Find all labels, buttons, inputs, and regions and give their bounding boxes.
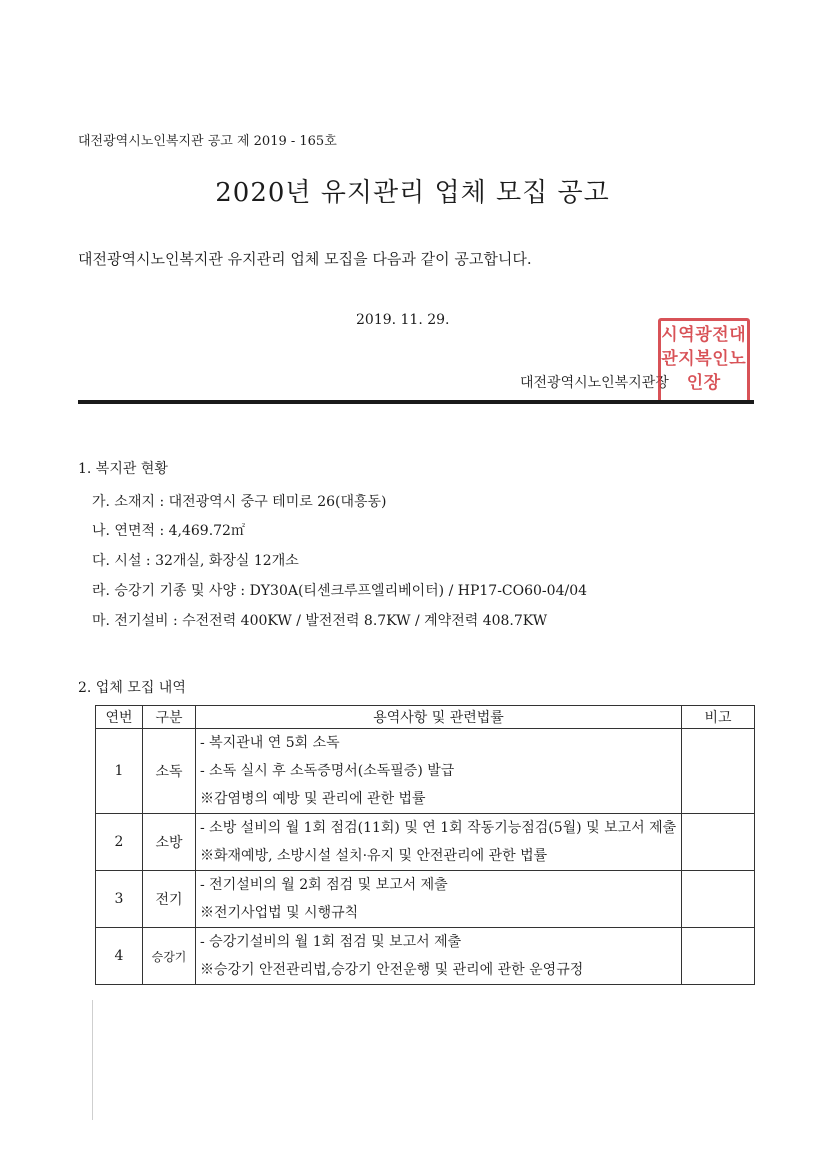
col-header-note: 비고 bbox=[682, 706, 755, 729]
intro-text: 대전광역시노인복지관 유지관리 업체 모집을 다음과 같이 공고합니다. bbox=[78, 250, 532, 268]
row-service bbox=[196, 814, 682, 871]
row-no: 2 bbox=[96, 814, 143, 871]
table-row bbox=[96, 814, 755, 871]
section1-item-area: 나. 연면적 : 4,469.72㎡ bbox=[92, 523, 245, 539]
seal-text-1: 대전광역시 bbox=[657, 325, 745, 342]
service-line: - 복지관내 연 5회 소독 bbox=[200, 735, 340, 751]
row-no: 3 bbox=[96, 871, 143, 928]
scan-artifact-line bbox=[92, 1000, 93, 1120]
row-service bbox=[196, 871, 682, 928]
table-header-row bbox=[96, 706, 755, 729]
col-header-service: 용역사항 및 관련법률 bbox=[196, 706, 682, 729]
section1-heading: 1. 복지관 현황 bbox=[78, 461, 168, 477]
official-seal-icon bbox=[658, 318, 750, 404]
row-category: 승강기 bbox=[143, 928, 196, 985]
table-row bbox=[96, 729, 755, 814]
row-note bbox=[682, 928, 755, 985]
notice-date: 2019. 11. 29. bbox=[356, 312, 450, 328]
row-category: 전기 bbox=[143, 871, 196, 928]
recruitment-table bbox=[95, 705, 755, 985]
section2-heading: 2. 업체 모집 내역 bbox=[78, 680, 186, 696]
section1-item-electric: 마. 전기설비 : 수전전력 400KW / 발전전력 8.7KW / 계약전력 408.7KW bbox=[92, 613, 548, 629]
section1-item-elevator: 라. 승강기 기종 및 사양 : DY30A(티센크루프엘리베이터) / HP17-CO60-04/04 bbox=[92, 583, 588, 599]
table-row bbox=[96, 928, 755, 985]
header-divider bbox=[78, 400, 754, 404]
service-line: ※전기사업법 및 시행규칙 bbox=[200, 905, 359, 921]
col-header-no: 연번 bbox=[96, 706, 143, 729]
service-line: ※승강기 안전관리법,승강기 안전운행 및 관리에 관한 운영규정 bbox=[200, 962, 584, 978]
table-row bbox=[96, 871, 755, 928]
page-title: 2020년 유지관리 업체 모집 공고 bbox=[215, 178, 610, 208]
row-category: 소독 bbox=[143, 729, 196, 814]
row-note bbox=[682, 814, 755, 871]
row-category: 소방 bbox=[143, 814, 196, 871]
notice-number: 대전광역시노인복지관 공고 제 2019 - 165호 bbox=[78, 134, 337, 149]
col-header-category: 구분 bbox=[143, 706, 196, 729]
service-line: - 전기설비의 월 2회 점검 및 보고서 제출 bbox=[200, 877, 448, 893]
service-line: ※화재예방, 소방시설 설치·유지 및 안전관리에 관한 법률 bbox=[200, 848, 548, 864]
row-no: 1 bbox=[96, 729, 143, 814]
row-note bbox=[682, 729, 755, 814]
section1-item-address: 가. 소재지 : 대전광역시 중구 테미로 26(대흥동) bbox=[92, 494, 387, 510]
row-note bbox=[682, 871, 755, 928]
seal-text-2: 노인복지관 bbox=[657, 349, 745, 366]
section1-item-facility: 다. 시설 : 32개실, 화장실 12개소 bbox=[92, 553, 299, 569]
row-no: 4 bbox=[96, 928, 143, 985]
row-service bbox=[196, 928, 682, 985]
service-line: - 소독 실시 후 소독증명서(소독필증) 발급 bbox=[200, 763, 455, 779]
service-line: - 소방 설비의 월 1회 점검(11회) 및 연 1회 작동기능점검(5월) 및 보고서 제출 bbox=[200, 820, 677, 836]
seal-text-3: 장인 bbox=[682, 373, 720, 390]
signer-name: 대전광역시노인복지관장 bbox=[520, 375, 669, 391]
row-service bbox=[196, 729, 682, 814]
service-line: - 승강기설비의 월 1회 점검 및 보고서 제출 bbox=[200, 934, 462, 950]
service-line: ※감염병의 예방 및 관리에 관한 법률 bbox=[200, 791, 426, 807]
